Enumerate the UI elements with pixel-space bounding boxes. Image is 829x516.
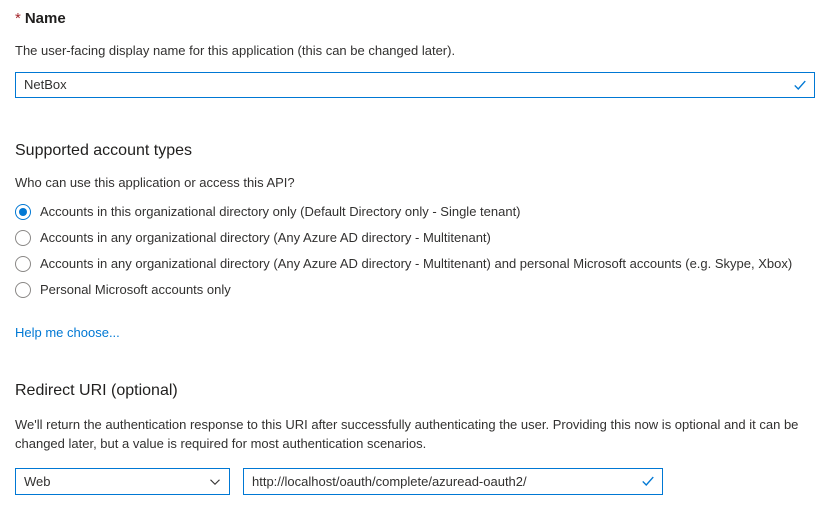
radio-label: Accounts in any organizational directory (Any Azure AD directory - Multitenant) and personal Microsoft accounts (e.g. Skype, Xbox) xyxy=(40,256,793,272)
account-types-section xyxy=(15,142,815,342)
radio-button-icon[interactable] xyxy=(15,230,31,246)
platform-select-value: Web xyxy=(24,473,51,489)
redirect-uri-input-wrap xyxy=(243,468,663,495)
redirect-uri-title: Redirect URI (optional) xyxy=(15,381,178,399)
name-section xyxy=(15,10,815,98)
help-me-choose-link[interactable]: Help me choose... xyxy=(15,324,120,340)
account-types-title: Supported account types xyxy=(15,141,193,159)
radio-button-icon[interactable] xyxy=(15,256,31,272)
name-description: The user-facing display name for this application (this can be changed later). xyxy=(15,43,456,58)
name-label: Name xyxy=(24,10,66,27)
redirect-uri-description: We'll return the authentication response to this URI after successfully authenticating the user. Providing this now is optional and it can be changed later, but a value is required for most authentication scenarios. xyxy=(15,416,799,451)
name-input[interactable] xyxy=(16,73,814,97)
radio-personal-only[interactable] xyxy=(15,277,815,303)
redirect-uri-section xyxy=(15,382,815,495)
radio-label: Accounts in any organizational directory (Any Azure AD directory - Multitenant) xyxy=(40,230,491,246)
name-label-row xyxy=(15,10,815,28)
name-input-wrap xyxy=(15,72,815,98)
radio-label: Personal Microsoft accounts only xyxy=(40,282,231,298)
account-types-question: Who can use this application or access this API? xyxy=(15,174,295,190)
radio-label: Accounts in this organizational directory only (Default Directory only - Single tenant) xyxy=(40,204,521,220)
radio-multitenant[interactable] xyxy=(15,225,815,251)
radio-multitenant-personal[interactable] xyxy=(15,251,815,277)
platform-select[interactable] xyxy=(15,468,230,495)
redirect-uri-controls xyxy=(15,468,815,495)
radio-single-tenant[interactable] xyxy=(15,199,815,225)
required-asterisk: * xyxy=(15,10,21,27)
radio-button-icon[interactable] xyxy=(15,204,31,220)
redirect-uri-input[interactable] xyxy=(244,469,662,494)
radio-button-icon[interactable] xyxy=(15,282,31,298)
account-types-radio-group xyxy=(15,199,815,303)
